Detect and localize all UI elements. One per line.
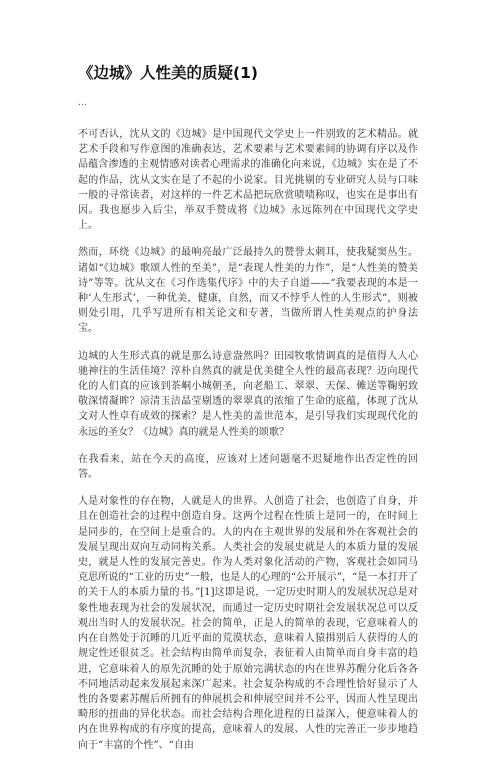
- paragraph-5: 人是对象性的存在物，人就是人的世界。人创造了社会，也创造了自身，并且在创造社会的过程中创造自身。这两个过程在性质上是同一的，在时间上是同步的，在空间上是重合的。人的内在主观世界的发展和外在客观社会的发展呈现出双向互动同构关系。人类社会的发展史就是人的本质力量的发展史，就是人性的发展完善史。作为人类对象化活动的产物，客观社会如同马克思所说的“工业的历史”一般，也是人的心理的“公开展示”，“是一本打开了的关于人的本质力量的书。”[1]这即是说，一定历史时期人的发展状况总是对象性地表现为社会的发展状况，而通过一定历史时期社会发展状况总可以反观出当时人的发展状况。社会的简单，正是人的简单的表现，它意味着人的内在自然处于沉睡的几近平面的荒漠状态，意味着人猿揖别后人获得的人的规定性还很贫乏。社会结构由简单而复杂，表征着人由简单而自身丰富的趋进，它意味着人的原先沉睡的处于原始完满状态的内在世界苏醒分化后各各不同地活动起来发展起来深广起来。社会复杂构成的不合理性恰好显示了人性的各要素苏醒后所拥有的伸展机会和伸展空间并不公平，因而人性呈现出畸形的扭曲的异化状态。而社会结构合理化进程的日益深入，便意味着人的内在世界构成的有序度的提高，意味着人的发展、人性的完善正一步步地趋向于“丰富的个性”、“自由: [78, 496, 418, 751]
- paragraph-1: 不可否认，沈从文的《边城》是中国现代文学史上一件别致的艺术精品。就艺术手段和写作意图的准确表达，艺术要素与艺术要素间的协调有序以及作品蕴含渗透的主观情感对读者心理需求的准确化向来说，《边城》实在是了不起的作品，沈从文实在是了不起的小说家。目光挑剔的专业研究人员与口味一般的寻常读者，对这样的一件艺术品把玩欣赏啧啧称叹，也实在是事出有因。我也愿步入后尘，举双手赞成将《边城》永远陈列在中国现代文学史上。: [78, 129, 418, 232]
- document-body: [78, 127, 418, 765]
- document-title: 《边城》人性美的质疑(1): [78, 64, 258, 82]
- paragraph-3: 边城的人生形式真的就是那么诗意盎然吗？田园牧歌情调真的是值得人人心驰神往的生活佳境？淳朴自然真的就是优美健全人性的最高表现？迈向现代化的人们真的应该到茶峒小城朝圣，向老船工、翠翠、天保、傩送等鞠躬致敬深情凝眸？凉清玉洁晶莹剔透的翠翠真的浓缩了生命的底蕴，体现了沈从文对人性卓有成效的探索？是人性美的盖世范本，是引导我们实现现代化的永远的圣女？《边城》真的就是人性美的颂歌？: [78, 350, 418, 438]
- section-ornament: …: [78, 98, 87, 108]
- paragraph-2: 然而，环绕《边城》的最响亮最广泛最持久的赞誉太刺耳，使我疑窦丛生。诸如“《边城》歌颂人性的至美”，是“表现人性美的力作”，是“人性美的赞美诗”等等。沈从文在《习作选集代序》中的夫子自道——“我要表现的本是一种‘人生形式’，一种优美，健康，自然，而又不悖乎人性的人生形式”，则被则处引用，几乎写进所有相关论文和专著，当做所谓人性美观点的护身法宝。: [78, 247, 418, 335]
- paragraph-4: 在我看来，站在今天的高度，应该对上述问题毫不迟疑地作出否定性的回答。: [78, 453, 418, 481]
